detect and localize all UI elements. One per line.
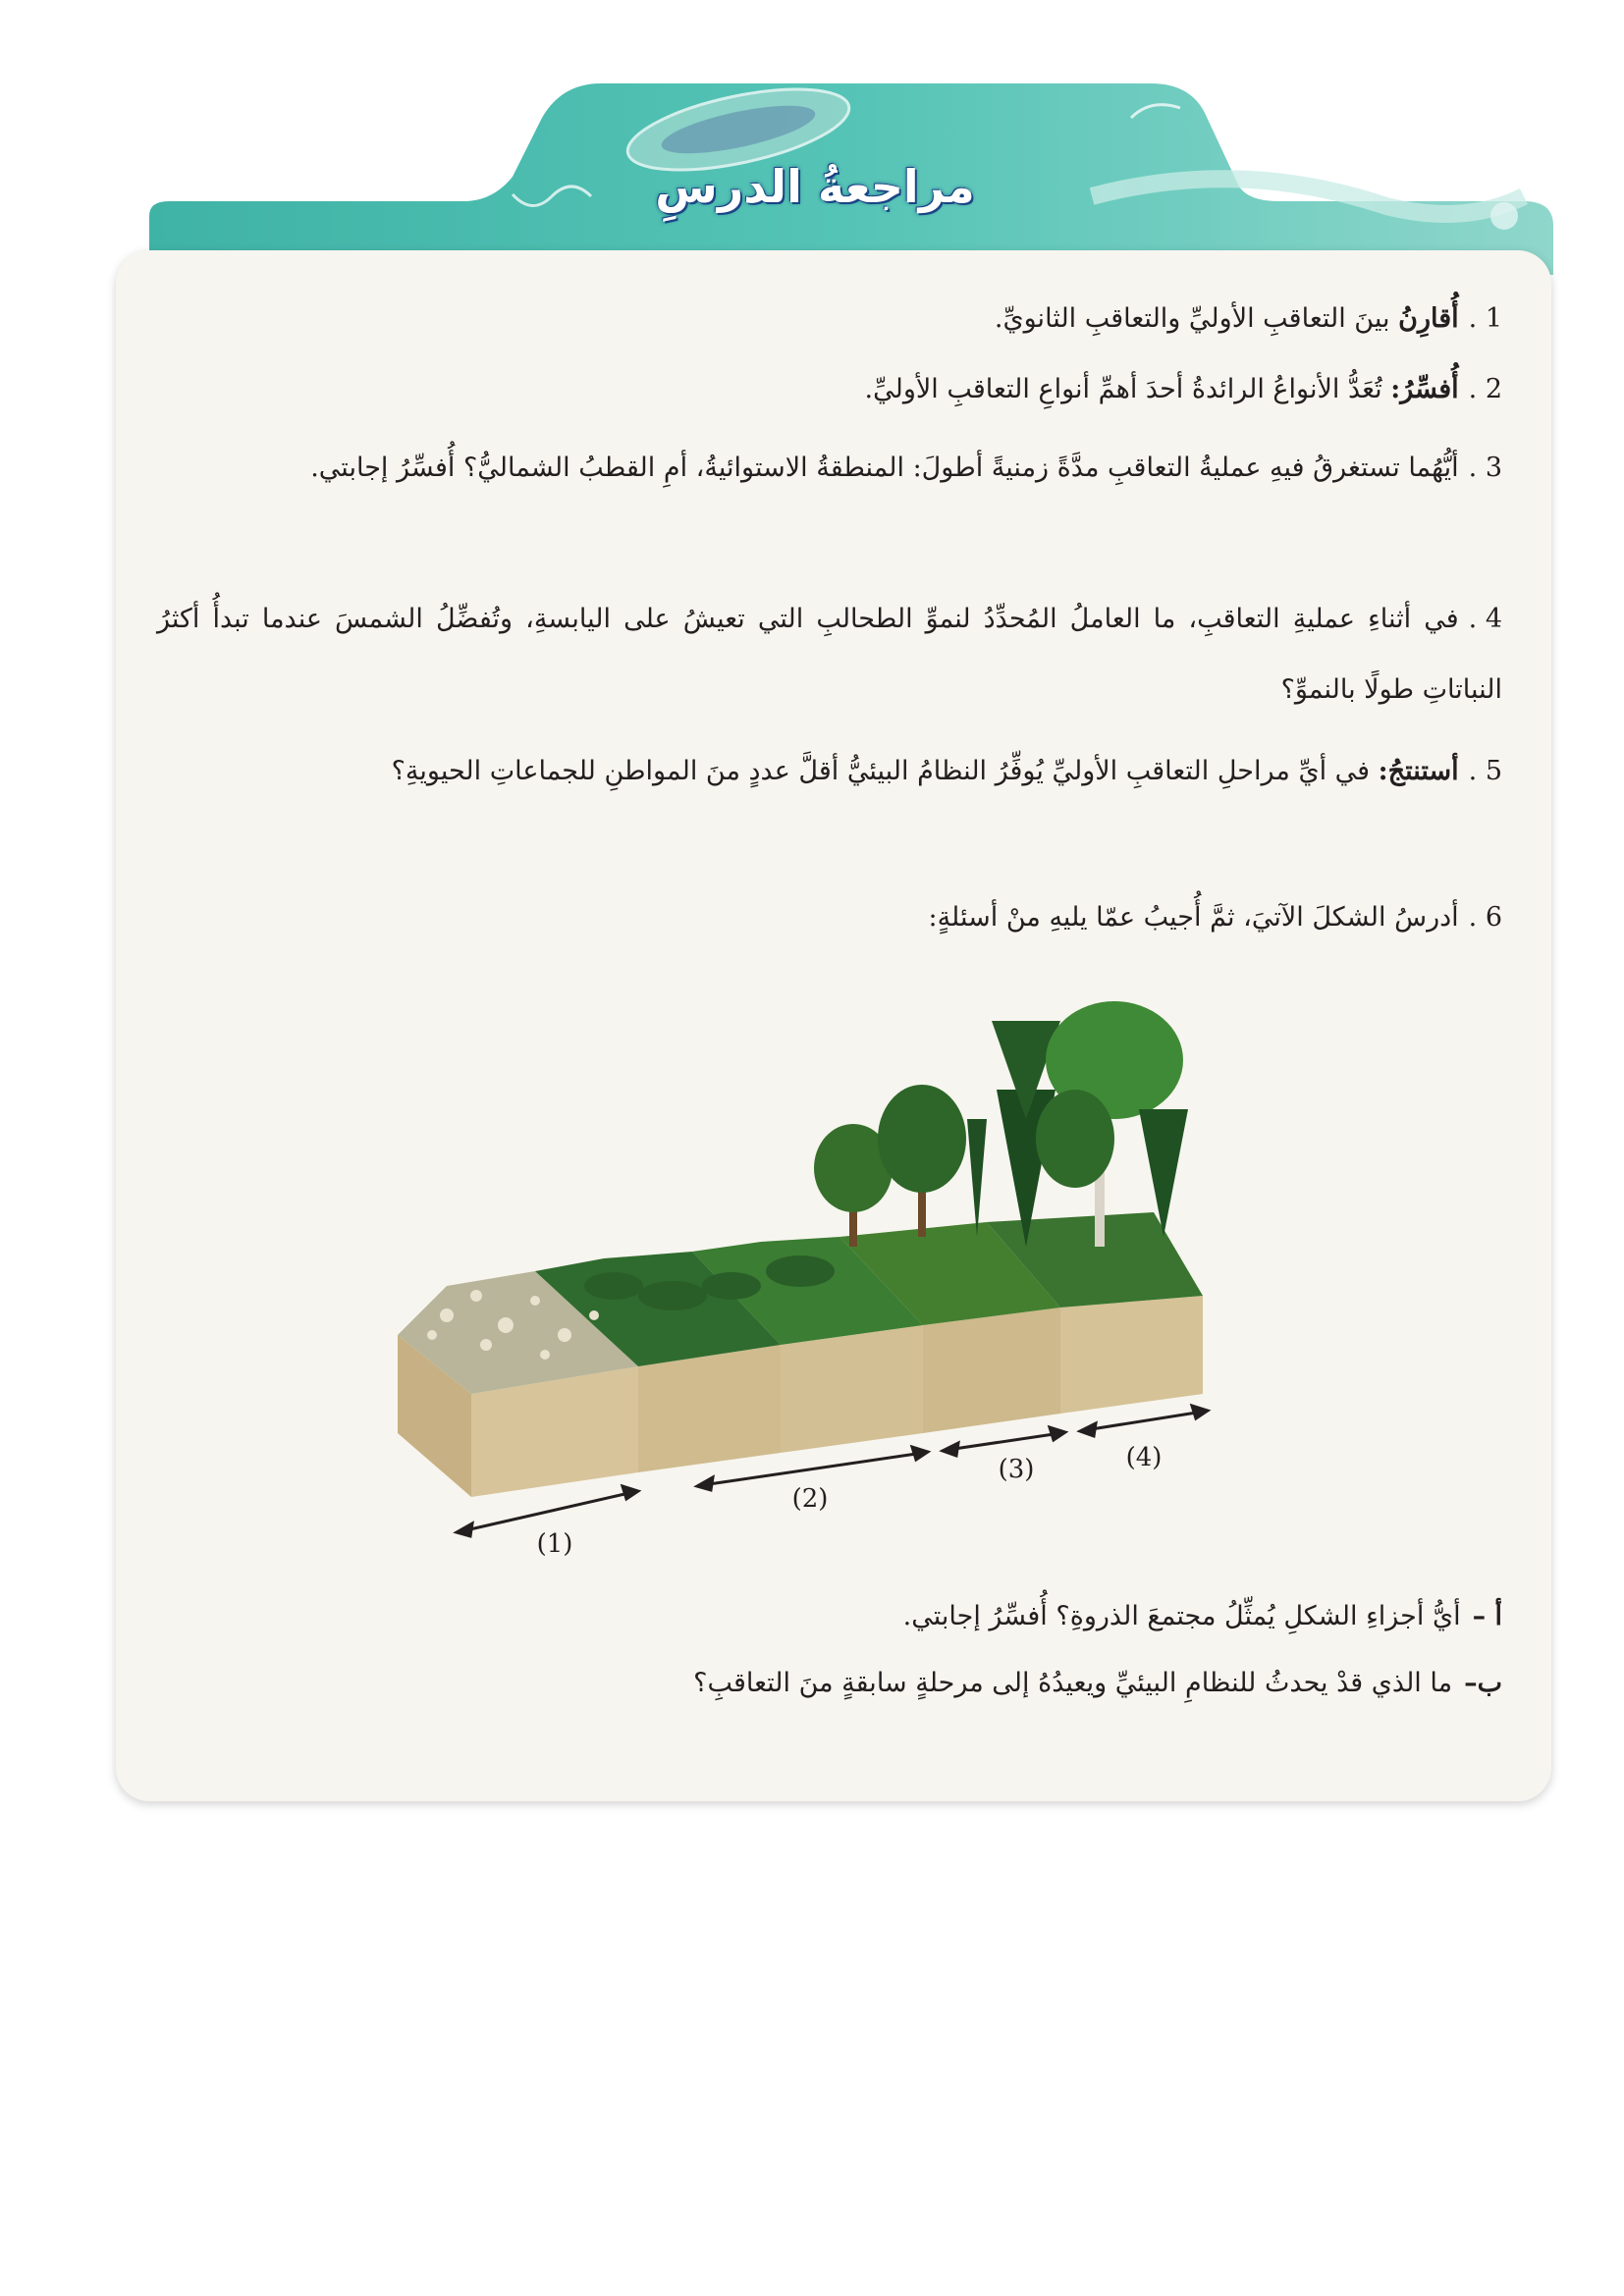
question-6: 6 .أدرسُ الشكلَ الآتيَ، ثمَّ أُجيبُ عمّا يليهِ منْ أسئلةٍ: bbox=[928, 902, 1502, 933]
question-text: في أيِّ مراحلِ التعاقبِ الأوليِّ يُوفِّرُ النظامُ البيئيُّ أقلَّ عددٍ منَ المواطنِ للجماعاتِ الحيويةِ؟ bbox=[391, 756, 1371, 786]
question-text: في أثناءِ عمليةِ التعاقبِ، ما العاملُ المُحدِّدُ لنموِّ الطحالبِ التي تعيشُ على اليابسةِ، وتُفضِّلُ الشمسَ عندما تبدأُ أكثرُ النباتاتِ طولًا بالنموِّ؟ bbox=[157, 604, 1502, 705]
question-text: أدرسُ الشكلَ الآتيَ، ثمَّ أُجيبُ عمّا يليهِ منْ أسئلةٍ: bbox=[928, 902, 1459, 933]
subquestion-a: أ –أيُّ أجزاءِ الشكلِ يُمثِّلُ مجتمعَ الذروةِ؟ أُفسِّرُ إجابتي. bbox=[902, 1601, 1502, 1631]
question-3: 3 .أيُّهُما تستغرقُ فيهِ عمليةُ التعاقبِ مدَّةً زمنيةً أطولَ: المنطقةُ الاستوائيةُ، أمِ القطبُ الشماليُّ؟ أُفسِّرُ إجابتي. bbox=[310, 453, 1502, 483]
question-verb: أستنتجُ: bbox=[1378, 756, 1459, 786]
stage-label-4: (4) bbox=[1125, 1443, 1163, 1472]
stage-label-1: (1) bbox=[536, 1529, 573, 1559]
question-2: 2 .أُفسِّرُ: تُعَدُّ الأنواعُ الرائدةُ أحدَ أهمِّ أنواعِ التعاقبِ الأوليِّ. bbox=[864, 374, 1502, 404]
subquestion-text: ما الذي قدْ يحدثُ للنظامِ البيئيِّ ويعيدُهُ إلى مرحلةٍ سابقةٍ منَ التعاقبِ؟ bbox=[693, 1668, 1453, 1698]
question-verb: أُفسِّرُ: bbox=[1390, 374, 1459, 404]
question-1: 1 .أُقارِنُ بينَ التعاقبِ الأوليِّ والتعاقبِ الثانويِّ. bbox=[994, 303, 1502, 334]
question-text: بينَ التعاقبِ الأوليِّ والتعاقبِ الثانويِّ. bbox=[994, 303, 1390, 334]
question-4: 4 .في أثناءِ عمليةِ التعاقبِ، ما العاملُ المُحدِّدُ لنموِّ الطحالبِ التي تعيشُ على اليابسةِ، وتُفضِّلُ الشمسَ عندما تبدأُ أكثرُ النباتاتِ طولًا بالنموِّ؟ bbox=[157, 604, 1502, 705]
stage-label-3: (3) bbox=[998, 1455, 1035, 1484]
page-title: مراجعةُ الدرسِ bbox=[655, 160, 975, 213]
subquestion-b: ب–ما الذي قدْ يحدثُ للنظامِ البيئيِّ ويعيدُهُ إلى مرحلةٍ سابقةٍ منَ التعاقبِ؟ bbox=[693, 1668, 1502, 1698]
succession-figure bbox=[388, 1001, 1213, 1561]
subquestion-text: أيُّ أجزاءِ الشكلِ يُمثِّلُ مجتمعَ الذروةِ؟ أُفسِّرُ إجابتي. bbox=[902, 1601, 1461, 1631]
question-text: أيُّهُما تستغرقُ فيهِ عمليةُ التعاقبِ مدَّةً زمنيةً أطولَ: المنطقةُ الاستوائيةُ، أمِ القطبُ الشماليُّ؟ أُفسِّرُ إجابتي. bbox=[310, 453, 1459, 483]
stage-label-2: (2) bbox=[791, 1484, 829, 1514]
question-5: 5 .أستنتجُ: في أيِّ مراحلِ التعاقبِ الأوليِّ يُوفِّرُ النظامُ البيئيُّ أقلَّ عددٍ منَ المواطنِ للجماعاتِ الحيويةِ؟ bbox=[391, 756, 1502, 786]
question-text: تُعَدُّ الأنواعُ الرائدةُ أحدَ أهمِّ أنواعِ التعاقبِ الأوليِّ. bbox=[864, 374, 1382, 404]
question-verb: أُقارِنُ bbox=[1398, 303, 1459, 334]
